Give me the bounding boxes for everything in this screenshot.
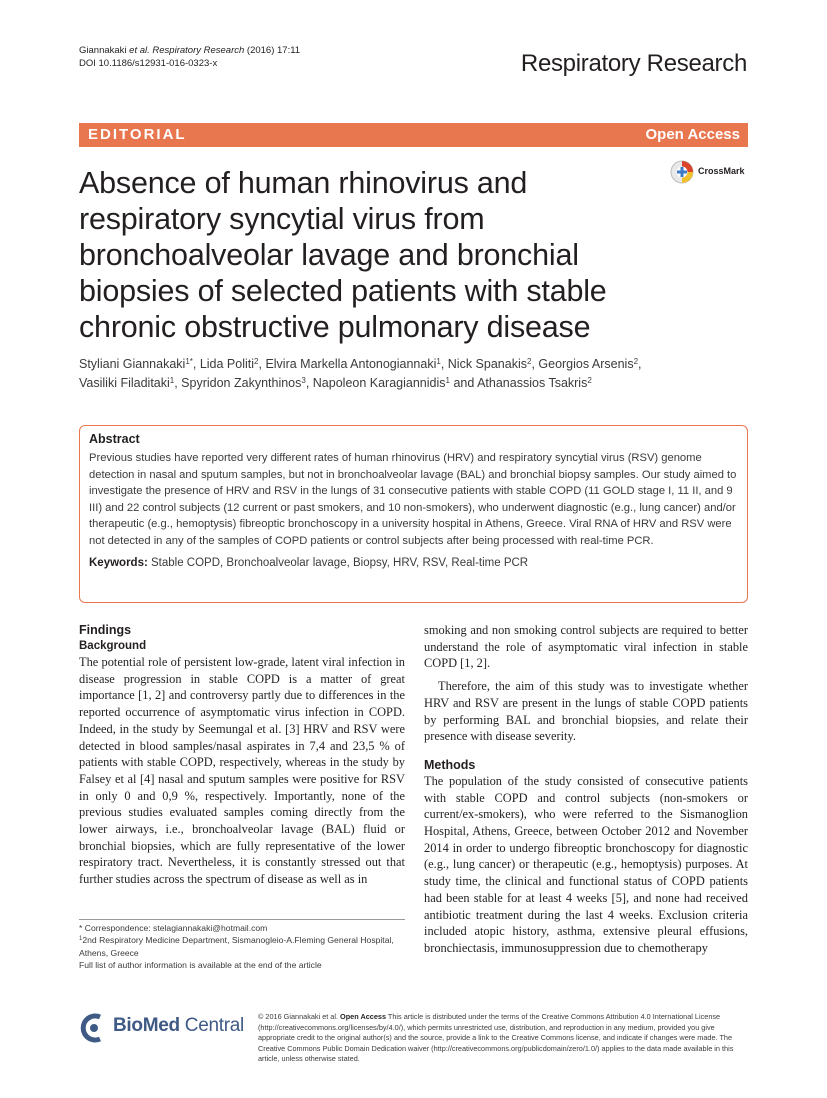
article-title: Absence of human rhinovirus and respiratory syncytial virus from bronchoalveolar lavage and bronchial biopsies of selected patients with stable chronic obstructive pulmonary disease	[79, 166, 607, 344]
biomed-central-wordmark	[113, 1015, 244, 1037]
article-type: EDITORIAL	[88, 126, 187, 143]
author[interactable]: Athanassios Tsakris$^2$	[477, 376, 592, 390]
bmc-central: Central	[179, 1015, 244, 1036]
citation	[79, 44, 300, 70]
keywords-label: Keywords:	[89, 556, 148, 569]
footnotes	[79, 922, 405, 972]
open-access-label: Open Access	[645, 126, 740, 143]
author[interactable]: Nick Spanakis$^2$	[447, 357, 532, 371]
author[interactable]: Lida Politi$^2$	[199, 357, 259, 371]
author[interactable]: Spyridon Zakynthinos$^3$	[181, 376, 306, 390]
biomed-central-icon	[79, 1013, 109, 1043]
methods-heading: Methods	[424, 757, 476, 772]
author-affiliation-sup: 2	[633, 357, 639, 366]
findings-heading: Findings	[79, 623, 132, 637]
author[interactable]: Napoleon Karagiannidis$^1$	[312, 376, 450, 390]
license-text	[258, 1012, 750, 1065]
crossmark-badge[interactable]	[670, 160, 750, 184]
author-affiliation-sup: 1*	[185, 357, 193, 366]
abstract-heading: Abstract	[89, 432, 140, 446]
author-affiliation-sup: 1	[436, 357, 441, 366]
biomed-central-logo[interactable]	[79, 1013, 249, 1043]
methods-paragraph-1: The population of the study consisted of consecutive patients with stable COPD and control subjects (non-smokers or current/ex-smokers), who were referred to the Sismanoglion Hospital, Athens, Greece, between October 2012 and November 2014 in order to undergo fibreoptic bronchoscopy for diagnostic (e.g., lung cancer) or therapeutic (e.g., hemoptysis) purposes. At study time, the clinical and functional status of COPD patients had been stable for at least 4 weeks [5], and none had received antibiotic treatment during the last 4 weeks. Exclusion criteria included atopic history, asthma, extensive pleural effusions, bronchiectasis, immunosuppression due to chemotherapy	[424, 773, 748, 955]
keywords-list: Stable COPD, Bronchoalveolar lavage, Biopsy, HRV, RSV, Real-time PCR	[147, 556, 529, 569]
author-affiliation-sup: 2	[526, 357, 532, 366]
correspondence-note[interactable]: * Correspondence: stelagiannakaki@hotmail.com	[79, 923, 268, 933]
author[interactable]: Elvira Markella Antonogiannaki$^1$	[265, 357, 441, 371]
author-affiliation-sup: 2	[254, 357, 259, 366]
affiliation-note	[79, 934, 405, 959]
article-type-banner	[79, 123, 748, 147]
license-open-access: Open Access	[340, 1012, 387, 1021]
affiliation-sup: 1	[79, 936, 83, 943]
footnote-divider	[79, 919, 405, 920]
author-list: Styliani Giannakaki$^{1*}$, Lida Politi$^2$, Elvira Markella Antonogiannaki$^1$, Nick Spanakis$^2$, Georgios Arsenis$^2$, Vasiliki Filaditaki$^1$, Spyridon Zakynthinos$^3$, Napoleon Karagiannidis$^1$ and Athanassios Tsakris$^2$	[79, 357, 642, 390]
abstract-text: Previous studies have reported very different rates of human rhinovirus (HRV) and respiratory syncytial virus (RSV) genome detection in nasal and sputum samples, but not in bronchoalveolar lavage (BAL) and bronchial biopsy samples. Our study aimed to investigate the presence of HRV and RSV in the lungs of 31 consecutive patients with stable COPD (11 GOLD stage I, 11 II, and 9 III) and 22 control subjects (12 current or past smokers, and 10 non-smokers), who underwent diagnostic (e.g., lung cancer) and/or therapeutic (e.g., hemoptysis) fibreoptic bronchoscopy in a university hospital in Athens, Greece. Viral RNA of HRV and RSV were not detected in any of the samples of COPD patients or control subjects after being processed with real-time PCR.	[89, 452, 737, 547]
citation-year: (2016) 17:11	[244, 45, 301, 56]
license-prefix: © 2016 Giannakaki et al.	[258, 1012, 341, 1021]
background-paragraph-1: The potential role of persistent low-grade, latent viral infection in disease progression in stable COPD is a matter of great importance [1, 2] and controversy partly due to differences in the reported occurrence of asymptomatic virus infection in COPD. Indeed, in the study by Seemungal et al. [3] HRV and RSV were detected in blood samples/nasal aspirates in 7,4 and 23,5 % of patients with stable COPD, respectively, whereas in the study by Falsey et al [4] nasal and sputum samples were positive for RSV in only 0 and 0,9 %, respectively. Importantly, none of the previous studies evaluated samples coming directly from the lower airways, i.e., bronchoalveolar lavage (BAL) fluid or bronchial biopsies, which are fully representative of the lower respiratory tract. Nevertheless, it is constantly stressed out that further studies across the spectrum of disease as well as in	[79, 655, 405, 887]
author-affiliation-sup: 1	[169, 376, 175, 385]
full-list-note: Full list of author information is available at the end of the article	[79, 960, 322, 971]
crossmark-label: CrossMark	[698, 166, 745, 176]
citation-line	[79, 44, 300, 57]
citation-journal: et al. Respiratory Research	[129, 45, 245, 56]
author-affiliation-sup: 2	[587, 376, 592, 385]
bmc-bio: BioMed	[113, 1015, 180, 1036]
body-column-right	[424, 622, 748, 957]
abstract-box	[79, 425, 748, 603]
author[interactable]: Styliani Giannakaki$^{1*}$	[79, 357, 193, 371]
author-affiliation-sup: 3	[301, 376, 306, 385]
keywords	[89, 557, 738, 569]
background-paragraph-1-continued: smoking and non smoking control subjects are required to better understand the role of asymptomatic viral infection in stable COPD [1, 2].	[424, 623, 748, 671]
background-heading: Background	[79, 640, 147, 652]
author[interactable]: Georgios Arsenis$^2$	[538, 357, 639, 371]
doi[interactable]: DOI 10.1186/s12931-016-0323-x	[79, 58, 218, 69]
journal-title[interactable]: Respiratory Research	[520, 50, 747, 77]
crossmark-icon	[670, 160, 694, 184]
body-column-left	[79, 622, 405, 888]
author-affiliation-sup: 1	[445, 376, 450, 385]
author[interactable]: Vasiliki Filaditaki$^1$	[79, 376, 175, 390]
background-paragraph-2: Therefore, the aim of this study was to investigate whether HRV and RSV are present in the lungs of stable COPD patients by performing BAL and bronchial biopsies, and relate their presence with disease severity.	[424, 679, 748, 744]
affiliation-text: 2nd Respiratory Medicine Department, Sismanogleio-A.Fleming General Hospital, Athens, Greece	[79, 935, 394, 958]
citation-authors: Giannakaki	[79, 45, 130, 56]
license-body: This article is distributed under the terms of the Creative Commons Attribution 4.0 International License (http://creativecommons.org/licenses/by/4.0/), which permits unrestricted use, distribution, and reproduction in any medium, provided you give appropriate credit to the original author(s) and the source, provide a link to the Creative Commons license, and indicate if changes were made. The Creative Commons Public Domain Dedication waiver (http://creativecommons.org/publicdomain/zero/1.0/) applies to the data made available in this article, unless otherwise stated.	[258, 1012, 734, 1063]
